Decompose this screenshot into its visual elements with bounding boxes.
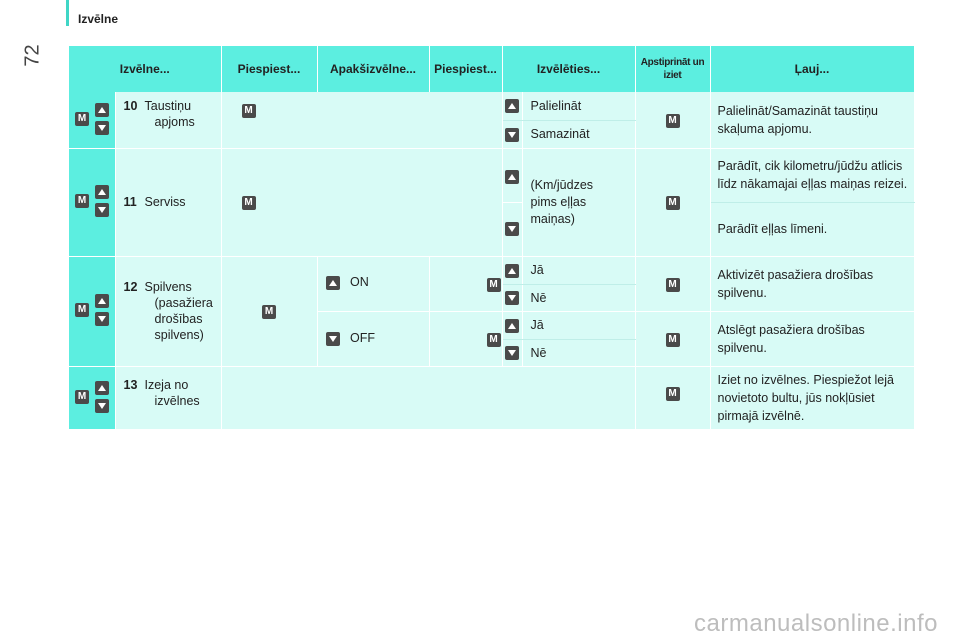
arrow-down-key-icon	[95, 399, 109, 413]
arrow-up-key-icon	[505, 170, 519, 184]
select-key-cell	[502, 202, 522, 256]
press-cell	[429, 311, 502, 366]
table-header-row	[69, 46, 914, 92]
arrow-down-key-icon	[505, 291, 519, 305]
watermark: carmanualsonline.info	[694, 610, 938, 637]
arrow-up-key-icon	[505, 319, 519, 333]
press-cell	[429, 256, 502, 311]
empty-cell	[221, 366, 635, 429]
header-confirm-exit: Apstiprināt un iziet	[635, 46, 710, 92]
menu-item-label: Izeja no	[144, 377, 189, 392]
menu-item-cell	[115, 148, 221, 256]
row-description: Parādīt eļļas līmeni.	[710, 202, 914, 256]
arrow-down-key-icon	[95, 312, 109, 326]
confirm-cell	[635, 366, 710, 429]
table-row	[69, 92, 914, 120]
select-key-cell	[502, 120, 522, 148]
header-menu: Izvēlne...	[69, 46, 221, 92]
arrow-up-key-icon	[95, 294, 109, 308]
menu-item-label-cont: spilvens)	[154, 328, 204, 342]
m-key-icon: M	[242, 196, 256, 210]
press-cell	[221, 92, 502, 148]
header-select: Izvēlēties...	[502, 46, 635, 92]
option-yes: Jā	[522, 311, 635, 339]
m-key-icon: M	[262, 305, 276, 319]
select-key-cell	[502, 256, 522, 284]
arrow-up-key-icon	[95, 185, 109, 199]
arrow-down-key-icon	[505, 222, 519, 236]
menu-item-label-cont: apjoms	[154, 115, 195, 129]
confirm-cell	[635, 256, 710, 311]
header-press-1: Piespiest...	[221, 46, 317, 92]
section-title: Izvēlne	[78, 12, 119, 26]
menu-item-cell	[115, 256, 221, 366]
m-key-icon: M	[666, 387, 680, 401]
option-oil-change: (Km/jūdzes pims eļļas maiņas)	[522, 148, 635, 256]
table-row	[69, 256, 914, 284]
m-key-icon: M	[75, 390, 89, 404]
section-accent-bar	[66, 0, 69, 26]
m-key-icon: M	[242, 104, 256, 118]
press-cell	[221, 148, 502, 256]
submenu-off-cell	[317, 311, 429, 366]
row-description: Iziet no izvēlnes. Piespiežot lejā novietoto bultu, jūs nokļūsiet pirmajā izvēlnē.	[710, 366, 914, 429]
option-decrease: Samazināt	[522, 120, 635, 148]
page-number: 72	[21, 44, 44, 67]
option-no: Nē	[522, 284, 635, 311]
menu-item-label: Spilvens	[144, 280, 192, 294]
table-row	[69, 366, 914, 429]
m-key-icon: M	[666, 333, 680, 347]
submenu-on-cell	[317, 256, 429, 311]
table-row	[69, 148, 914, 202]
menu-item-number: 13	[123, 377, 138, 392]
select-key-cell	[502, 148, 522, 202]
menu-item-number: 10	[123, 99, 138, 113]
m-key-icon: M	[487, 333, 501, 347]
menu-item-number: 11	[123, 195, 137, 209]
submenu-on-label: ON	[349, 274, 369, 289]
menu-item-cell	[115, 92, 221, 148]
select-key-cell	[502, 92, 522, 120]
arrow-up-key-icon	[505, 264, 519, 278]
confirm-cell	[635, 148, 710, 256]
menu-item-label-cont: drošības	[154, 312, 203, 326]
row-description: Palielināt/Samazināt taustiņu skaļuma apjomu.	[710, 92, 914, 148]
menu-item-cell	[115, 366, 221, 429]
row-description: Atslēgt pasažiera drošības spilvenu.	[710, 311, 914, 366]
arrow-up-key-icon	[326, 276, 340, 290]
menu-item-label: Serviss	[144, 195, 186, 209]
menu-item-number: 12	[123, 280, 138, 294]
option-no: Nē	[522, 339, 635, 366]
submenu-off-label: OFF	[349, 331, 375, 345]
row-description: Aktivizēt pasažiera drošības spilvenu.	[710, 256, 914, 311]
arrow-down-key-icon	[95, 121, 109, 135]
arrow-down-key-icon	[326, 332, 340, 346]
header-press-2: Piespiest...	[429, 46, 502, 92]
menu-item-label-cont: izvēlnes	[154, 393, 200, 408]
m-key-icon: M	[487, 278, 501, 292]
arrow-down-key-icon	[505, 346, 519, 360]
menu-item-label: Taustiņu	[144, 99, 192, 113]
m-key-icon: M	[666, 278, 680, 292]
nav-keys-cell	[69, 256, 115, 366]
option-increase: Palielināt	[522, 92, 635, 120]
m-key-icon: M	[75, 303, 89, 317]
arrow-down-key-icon	[95, 203, 109, 217]
option-yes: Jā	[522, 256, 635, 284]
menu-table	[69, 46, 915, 430]
press-cell	[221, 256, 317, 366]
m-key-icon: M	[666, 196, 680, 210]
nav-keys-cell	[69, 148, 115, 256]
menu-item-label-cont: (pasažiera	[154, 296, 213, 310]
select-key-cell	[502, 284, 522, 311]
arrow-down-key-icon	[505, 128, 519, 142]
select-key-cell	[502, 311, 522, 339]
nav-keys-cell	[69, 366, 115, 429]
m-key-icon: M	[75, 194, 89, 208]
confirm-cell	[635, 92, 710, 148]
select-key-cell	[502, 339, 522, 366]
header-allows: Ļauj...	[710, 46, 914, 92]
arrow-up-key-icon	[95, 103, 109, 117]
arrow-up-key-icon	[505, 99, 519, 113]
nav-keys-cell	[69, 92, 115, 148]
arrow-up-key-icon	[95, 381, 109, 395]
m-key-icon: M	[666, 114, 680, 128]
m-key-icon: M	[75, 112, 89, 126]
header-submenu: Apakšizvēlne...	[317, 46, 429, 92]
row-description: Parādīt, cik kilometru/jūdžu atlicis līdz nākamajai eļļas maiņas reizei.	[710, 148, 914, 202]
confirm-cell	[635, 311, 710, 366]
